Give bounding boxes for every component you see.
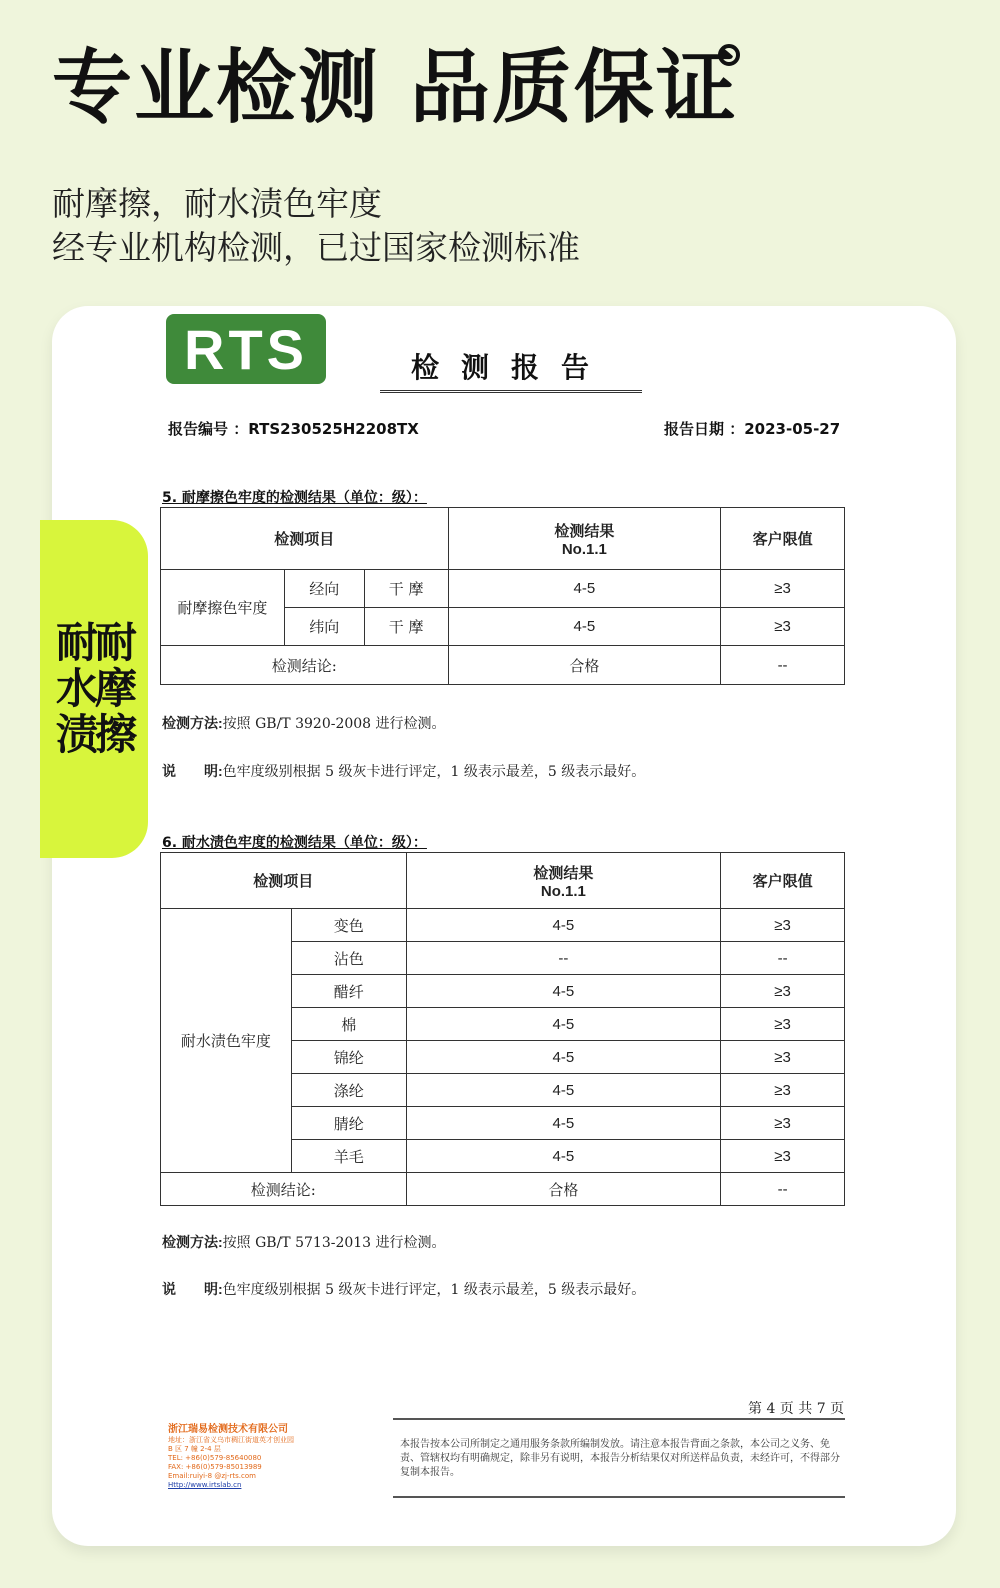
limit-cell: ≥3 (721, 570, 845, 608)
company-name: 浙江瑞易检测技术有限公司 (168, 1424, 288, 1435)
section-5-title: 5. 耐摩擦色牢度的检测结果（单位：级）： (162, 490, 427, 506)
degree-mark (718, 44, 740, 66)
result-cell: 4-5 (406, 1140, 721, 1173)
result-cell: 4-5 (406, 909, 721, 942)
report-title: 检测报告 (380, 346, 642, 393)
footer-divider-bottom (393, 1496, 845, 1498)
result-cell: -- (406, 942, 721, 975)
header-item: 检测项目 (161, 508, 449, 570)
limit-cell: ≥3 (721, 975, 845, 1008)
sub-item-cell: 羊毛 (291, 1140, 406, 1173)
company-fax: FAX: +86(0)579-85013989 (168, 1463, 262, 1471)
sub-item-cell: 沾色 (291, 942, 406, 975)
company-address: 地址：浙江省义乌市稠江街道英才创业园 (168, 1436, 294, 1444)
result-cell: 4-5 (406, 975, 721, 1008)
sub-item-cell: 变色 (291, 909, 406, 942)
explain-note-6: 说 明:色牢度级别根据 5 级灰卡进行评定，1 级表示最差，5 级表示最好。 (162, 1281, 646, 1298)
section-6-title: 6. 耐水渍色牢度的检测结果（单位：级）： (162, 835, 427, 851)
conclusion-label: 检测结论: (161, 646, 449, 685)
property-cell: 耐摩擦色牢度 (161, 570, 285, 646)
sub-item-cell: 醋纤 (291, 975, 406, 1008)
company-building: B 区 7 幢 2-4 层 (168, 1445, 221, 1453)
limit-cell: -- (721, 942, 845, 975)
table-row (161, 909, 845, 942)
header-result: 检测结果 No.1.1 (448, 508, 721, 570)
limit-cell: ≥3 (721, 1107, 845, 1140)
report-number: 报告编号 ：RTS230525H2208TX (168, 420, 419, 438)
page-number: 第 4 页 共 7 页 (748, 1401, 845, 1417)
subtitle-line-1: 耐摩擦，耐水渍色牢度 (52, 184, 382, 223)
limit-cell: ≥3 (721, 1140, 845, 1173)
sub-item-cell: 锦纶 (291, 1041, 406, 1074)
explain-note-5: 说 明:色牢度级别根据 5 级灰卡进行评定，1 级表示最差，5 级表示最好。 (162, 763, 646, 780)
company-email: Email:ruiyi-8 @zj-rts.com (168, 1472, 256, 1480)
rubbing-table (160, 507, 845, 685)
rts-logo: RTS (166, 314, 326, 384)
property-cell: 耐水渍色牢度 (161, 909, 292, 1173)
result-cell: 4-5 (448, 570, 721, 608)
disclaimer: 本报告按本公司所制定之通用服务条款所编制发放。请注意本报告背面之条款，本公司之义务、免责、管辖权均有明确规定，除非另有说明，本报告分析结果仅对所送样品负责，未经许可，不得部分复制本报告。 (400, 1439, 840, 1478)
direction-cell: 纬向 (284, 608, 364, 646)
page-headline: 专业检测 品质保证 (52, 41, 738, 134)
result-cell: 4-5 (406, 1107, 721, 1140)
result-cell: 4-5 (406, 1008, 721, 1041)
water-spot-table (160, 852, 845, 1206)
result-cell: 4-5 (406, 1074, 721, 1107)
footer-divider-top (393, 1418, 845, 1420)
company-tel: TEL: +86(0)579-85640080 (168, 1454, 262, 1462)
direction-cell: 经向 (284, 570, 364, 608)
company-website-link[interactable]: Http://www.irtslab.cn (168, 1481, 242, 1489)
sub-item-cell: 腈纶 (291, 1107, 406, 1140)
conclusion-row (161, 1173, 845, 1206)
method-note-5: 检测方法:按照 GB/T 3920-2008 进行检测。 (162, 715, 446, 732)
condition-cell: 干 摩 (364, 608, 448, 646)
conclusion-label: 检测结论: (161, 1173, 407, 1206)
method-note-6: 检测方法:按照 GB/T 5713-2013 进行检测。 (162, 1234, 446, 1251)
company-info (168, 1423, 294, 1490)
conclusion-limit: -- (721, 646, 845, 685)
subtitle-line-2: 经专业机构检测，已过国家检测标准 (52, 228, 580, 267)
header-limit: 客户限值 (721, 508, 845, 570)
header-item: 检测项目 (161, 853, 407, 909)
conclusion-row (161, 646, 845, 685)
result-cell: 4-5 (406, 1041, 721, 1074)
sub-item-cell: 涤纶 (291, 1074, 406, 1107)
conclusion-result: 合格 (448, 646, 721, 685)
conclusion-limit: -- (721, 1173, 845, 1206)
condition-cell: 干 摩 (364, 570, 448, 608)
limit-cell: ≥3 (721, 1041, 845, 1074)
limit-cell: ≥3 (721, 608, 845, 646)
conclusion-result: 合格 (406, 1173, 721, 1206)
header-result: 检测结果 No.1.1 (406, 853, 721, 909)
side-tab-text: 耐耐水摩渍擦 (55, 618, 134, 759)
limit-cell: ≥3 (721, 909, 845, 942)
header-limit: 客户限值 (721, 853, 845, 909)
limit-cell: ≥3 (721, 1074, 845, 1107)
limit-cell: ≥3 (721, 1008, 845, 1041)
report-date: 报告日期 ：2023-05-27 (664, 420, 841, 438)
table-row (161, 570, 845, 608)
sub-item-cell: 棉 (291, 1008, 406, 1041)
result-cell: 4-5 (448, 608, 721, 646)
